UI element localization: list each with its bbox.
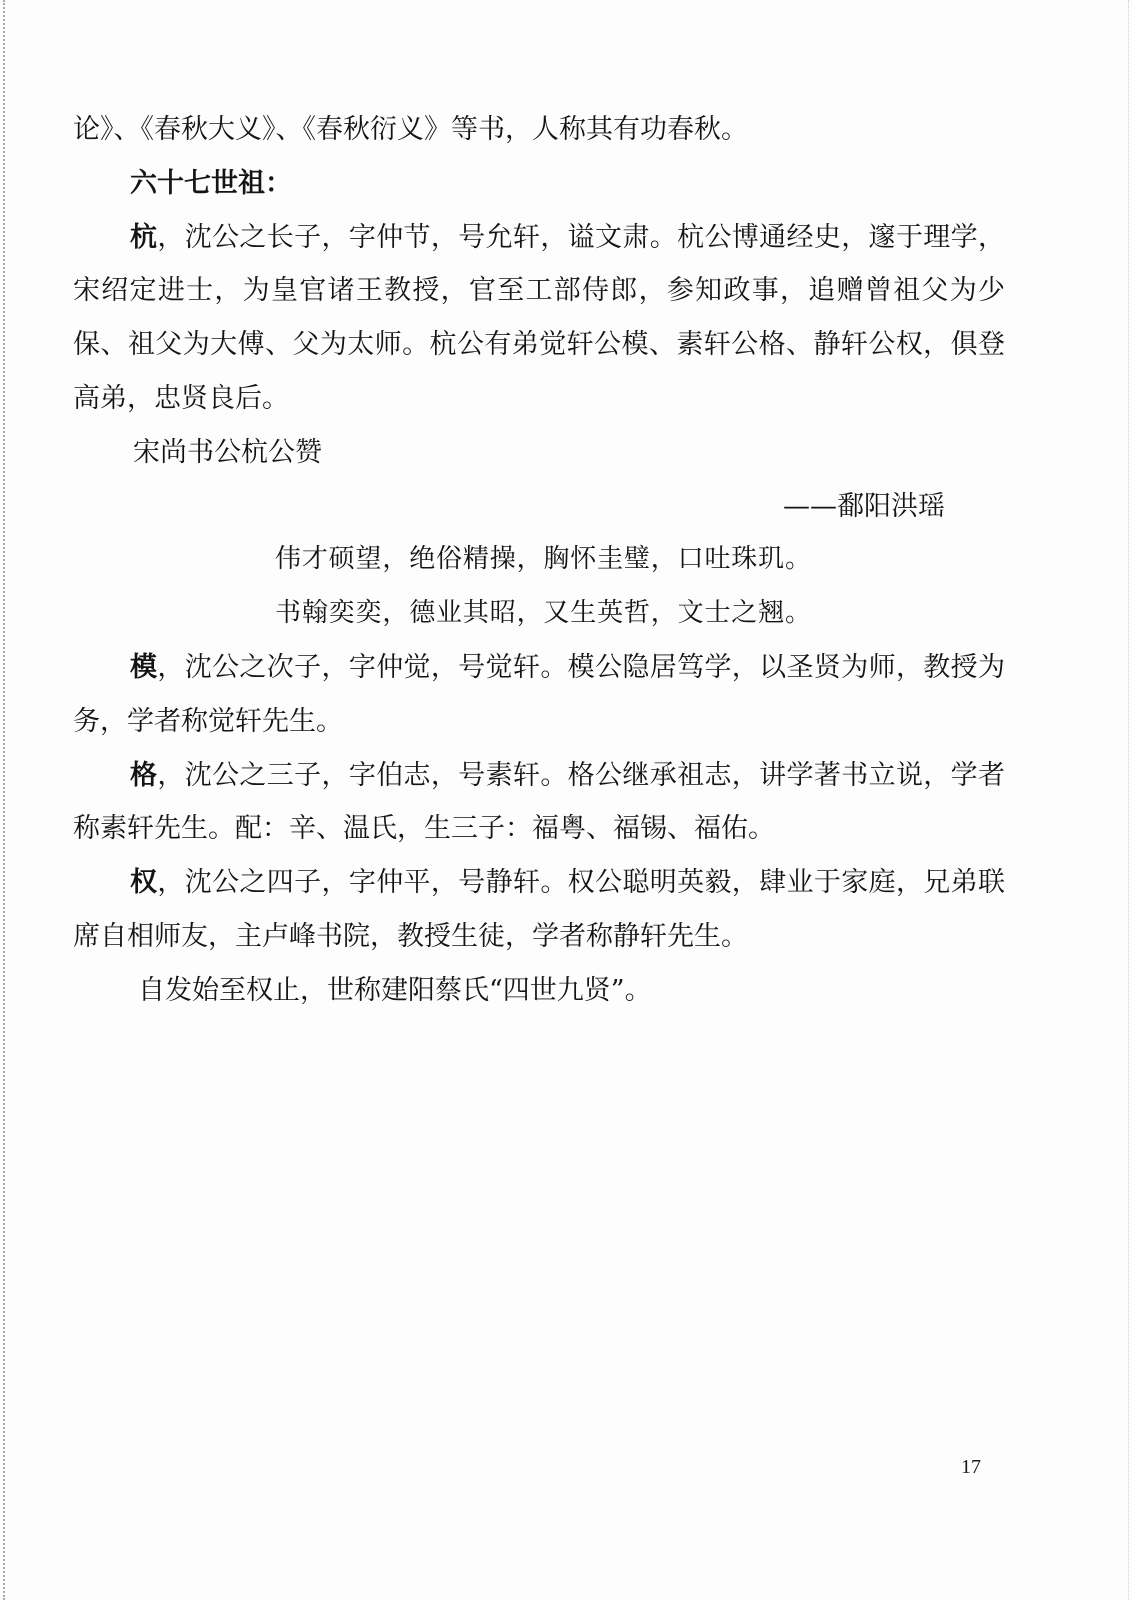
entry-line: 务，学者称觉轩先生。 [73, 705, 343, 737]
entry-quan [73, 856, 1005, 964]
eulogy-author: ——鄱阳洪瑶 [783, 490, 945, 522]
entry-first-line [73, 856, 1005, 910]
page-text [73, 103, 1005, 1018]
entry-ge [73, 749, 1005, 857]
entry-first-line [73, 641, 1005, 695]
entry-name: 权 [130, 867, 158, 899]
scan-right-edge [1128, 0, 1129, 1600]
entry-text: ，沈公之三子，字伯志，号素轩。格公继承祖志，讲学著书立说，学者 [157, 759, 1005, 791]
generation-heading: 六十七世祖： [130, 167, 292, 199]
entry-text: ，沈公之长子，字仲节，号允轩，谥文肃。杭公博通经史，邃于理学， [157, 221, 1005, 253]
entry-text: ，沈公之次子，字仲觉，号觉轩。模公隐居笃学，以圣贤为师，教授为 [157, 651, 1005, 683]
entry-name: 杭 [130, 221, 158, 253]
eulogy-verse: 书翰奕奕，德业其昭，又生英哲，文士之翘。 [275, 598, 811, 629]
entry-first-line [73, 749, 1005, 803]
entry-line: 席自相师友，主卢峰书院，教授生徒，学者称静轩先生。 [73, 920, 748, 952]
entry-name: 格 [130, 759, 158, 791]
entry-hang [73, 211, 1005, 426]
entry-name: 模 [130, 651, 158, 683]
eulogy [73, 426, 1005, 641]
page-number: 17 [961, 1456, 981, 1478]
entry-mo [73, 641, 1005, 749]
scan-binding-edge [3, 0, 5, 1600]
entry-line: 保、祖父为大傅、父为太师。杭公有弟觉轩公模、素轩公格、静轩公权，俱登 [73, 329, 1005, 361]
closing-line: 自发始至权止，世称建阳蔡氏“四世九贤”。 [138, 974, 652, 1006]
entry-line: 宋绍定进士，为皇官诸王教授，官至工部侍郎，参知政事，追赠曾祖父为少 [73, 275, 1005, 307]
entry-line: 称素轩先生。配：辛、温氏，生三子：福粤、福锡、福佑。 [73, 813, 775, 845]
entry-line: 高弟，忠贤良后。 [73, 382, 289, 414]
eulogy-verse: 伟才硕望，绝俗精操，胸怀圭璧，口吐珠玑。 [275, 544, 811, 575]
continuation-line: 论》、《春秋大义》、《春秋衍义》等书，人称其有功春秋。 [73, 114, 748, 145]
eulogy-title: 宋尚书公杭公赞 [133, 436, 322, 468]
entry-text: ，沈公之四子，字仲平，号静轩。权公聪明英毅，肆业于家庭，兄弟联 [157, 867, 1005, 899]
entry-first-line [73, 211, 1005, 265]
